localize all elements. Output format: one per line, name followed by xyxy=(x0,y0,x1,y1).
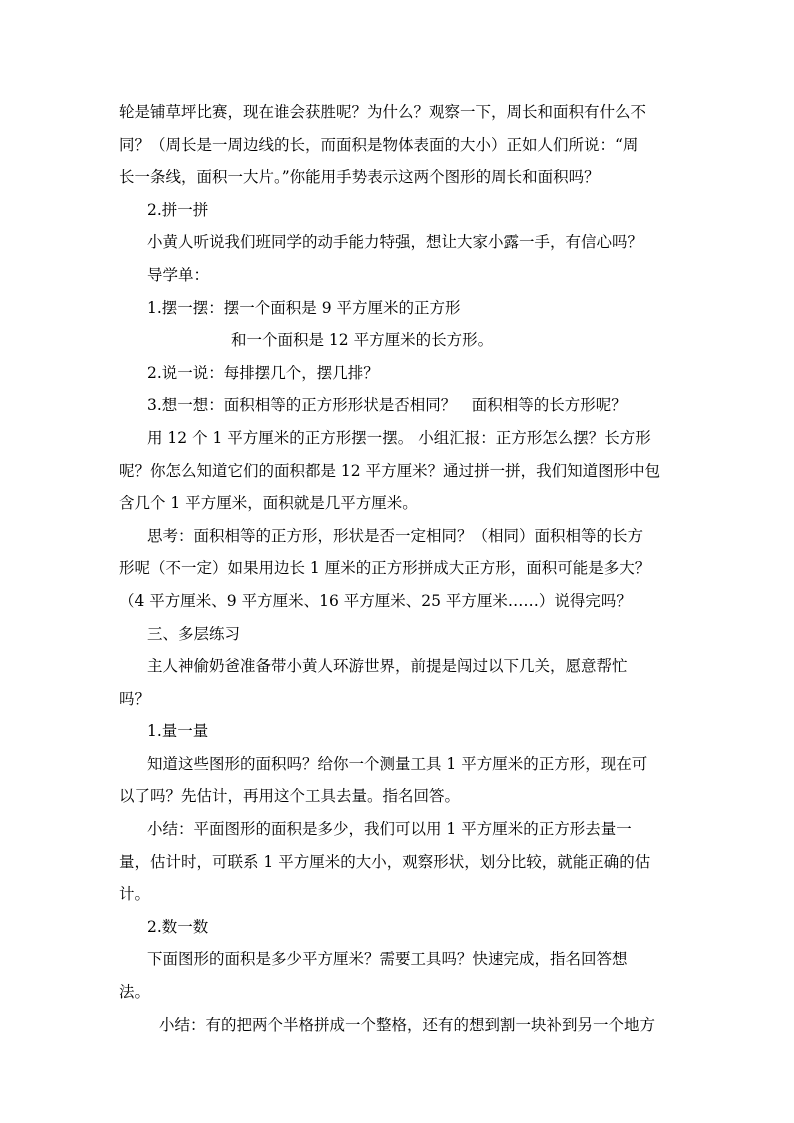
paragraph-line: 吗？ xyxy=(119,689,151,708)
paragraph-line: 主人神偷奶爸准备带小黄人环游世界，前提是闯过以下几关，愿意帮忙 xyxy=(147,657,628,676)
paragraph-line: 同？（周长是一周边线的长，而面积是物体表面的大小）正如人们所说：“周 xyxy=(119,135,639,154)
list-item: 2.说一说：每排摆几个，摆几排？ xyxy=(147,363,379,382)
paragraph-line: 下面图形的面积是多少平方厘米？需要工具吗？快速完成，指名回答想 xyxy=(147,950,628,969)
paragraph-line: 以了吗？先估计，再用这个工具去量。指名回答。 xyxy=(119,787,461,806)
paragraph-line: 思考：面积相等的正方形，形状是否一定相同？（相同）面积相等的长方 xyxy=(147,526,644,545)
paragraph-line: 用 12 个 1 平方厘米的正方形摆一摆。 小组汇报：正方形怎么摆？长方形 xyxy=(147,428,651,447)
paragraph-line: （4 平方厘米、9 平方厘米、16 平方厘米、25 平方厘米……）说得完吗？ xyxy=(119,591,632,610)
paragraph-line: 法。 xyxy=(119,983,151,1002)
section-heading: 2.数一数 xyxy=(147,917,209,936)
paragraph-line: 含几个 1 平方厘米，面积就是几平方厘米。 xyxy=(119,494,418,513)
document-page xyxy=(119,96,679,1041)
paragraph-line: 呢？你怎么知道它们的面积都是 12 平方厘米？通过拼一拼，我们知道图形中包 xyxy=(119,461,661,480)
paragraph-line: 轮是铺草坪比赛，现在谁会获胜呢？为什么？观察一下，周长和面积有什么不 xyxy=(119,103,647,121)
paragraph-line: 知道这些图形的面积吗？给你一个测量工具 1 平方厘米的正方形，现在可 xyxy=(147,754,648,773)
section-heading: 2.拼一拼 xyxy=(147,200,209,219)
list-item-continuation: 和一个面积是 12 平方厘米的长方形。 xyxy=(231,331,494,350)
paragraph-line: 长一条线，面积一大片。”你能用手势表示这两个图形的周长和面积吗？ xyxy=(119,168,600,187)
paragraph-line: 计。 xyxy=(119,885,151,904)
paragraph-line: 导学单： xyxy=(147,265,210,284)
list-item: 3.想一想：面积相等的正方形形状是否相同？ 面积相等的长方形呢？ xyxy=(147,396,627,415)
paragraph-line: 小结：有的把两个半格拼成一个整格，还有的想到割一块补到另一个地方 xyxy=(159,1015,656,1034)
list-item: 1.摆一摆：摆一个面积是 9 平方厘米的正方形 xyxy=(147,298,461,317)
paragraph-line: 小结：平面图形的面积是多少，我们可以用 1 平方厘米的正方形去量一 xyxy=(147,820,632,839)
section-heading: 1.量一量 xyxy=(147,722,209,741)
section-heading: 三、多层练习 xyxy=(147,624,241,643)
paragraph-line: 小黄人听说我们班同学的动手能力特强，想让大家小露一手，有信心吗？ xyxy=(147,233,644,252)
paragraph-line: 形呢（不一定）如果用边长 1 厘米的正方形拼成大正方形，面积可能是多大？ xyxy=(119,559,651,578)
paragraph-line: 量，估计时，可联系 1 平方厘米的大小，观察形状，划分比较，就能正确的估 xyxy=(119,852,651,871)
